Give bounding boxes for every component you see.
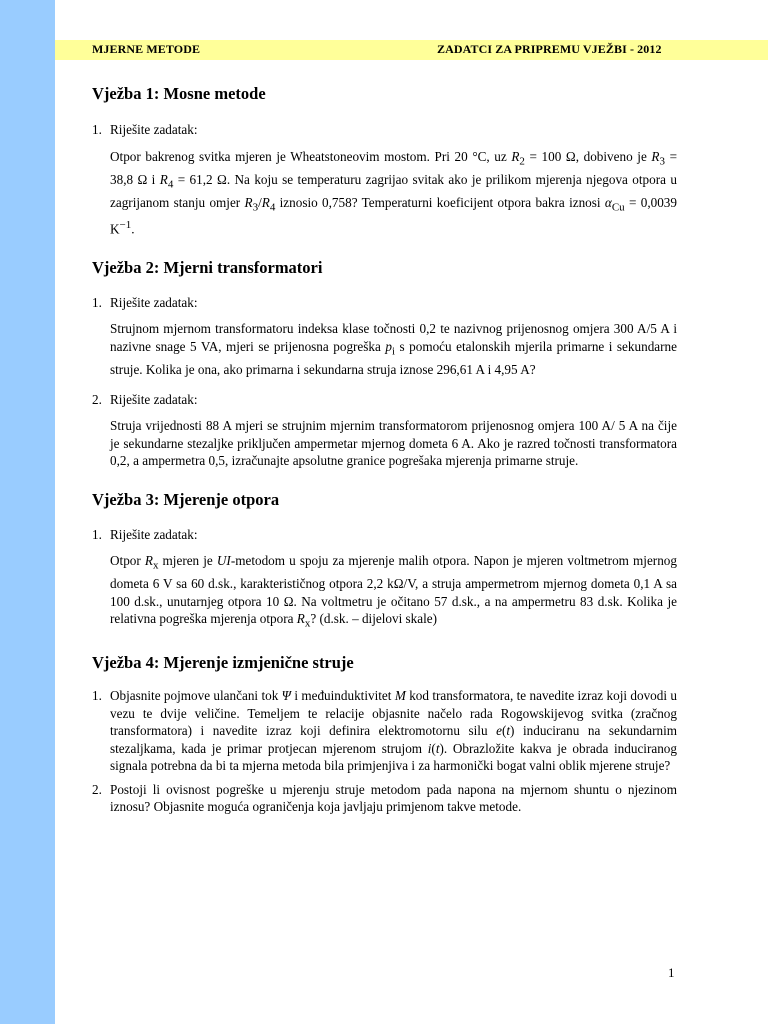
task-number: 1. [92, 295, 102, 311]
task-item [92, 391, 677, 470]
task-item [92, 294, 677, 378]
question-item [92, 687, 677, 775]
task-number: 1. [92, 122, 102, 137]
task-heading: Riješite zadatak: [110, 526, 198, 542]
page-number: 1 [668, 965, 675, 980]
question-number: 1. [92, 688, 102, 704]
task-item [92, 526, 677, 633]
header-document-title: ZADATCI ZA PRIPREMU VJEŽBI - 2012 [437, 42, 662, 56]
question-text: 1. Objasnite pojmove ulančani tok Ψ i međuinduktivitet M kod transformatora, te navedite izraz koji dovodi u vezu te dvije veličine. Temeljem te relacije objasnite načelo rada Rogowskijevog svitka (zračnog transformatora) i navedite izraz koji definira elektromotornu silu e(t) induciranu na sekundarnim stezaljkama, kada je primar protjecan mjerenom strujom i(t). Obrazložite kakva je obrada induciranog signala potrebna da bi ta mjerna metoda bila primjenjiva i za harmonički bogat valni oblik mjerene struje? [92, 688, 677, 774]
header-course-title: MJERNE METODE [92, 42, 201, 56]
question-number: 2. [92, 781, 102, 797]
task-item [92, 121, 677, 238]
document-content [92, 84, 677, 816]
task-body: Otpor $R_x$ mjeren je UI-metodom u spoju za mjerenje malih otpora. Napon je mjeren voltmetrom mjernog dometa 6 V sa 60 d.sk., karakterističnog otpora 2,2 kΩ/V, a struja ampermetrom mjernog dometa 0,1 A sa 100 d.sk., unutarnjeg otpora 10 Ω. Na voltmetru je očitano 57 d.sk., a na ampermetru 83 d.sk. Kolika je relativna pogreška mjerenja otpora $R_x$? (d.sk. – dijelovi skale) [110, 552, 677, 630]
section-title-vjezba-4: Vježba 4: Mjerenje izmjenične struje [92, 653, 354, 673]
task-body: Struja vrijednosti 88 A mjeri se strujnim mjernim transformatorom prijenosnog omjera 100 A/ 5 A na čije je sekundarne stezaljke priključen ampermetar mjernog dometa 6 A. Ako je razred točnosti transformatora 0,2, a ampermetra 0,5, izračunajte apsolutne granice pogrešaka mjerenja primarne struje. [110, 418, 677, 469]
task-number: 2. [92, 392, 102, 408]
task-body: Strujnom mjernom transformatoru indeksa klase točnosti 0,2 te nazivnog prijenosnog omjera 300 A/5 A i nazivne snage 5 VA, mjeri se prijenosna pogreška $p_i$ s pomoću etalonskih mjerila primarne i sekundarne struje. Kolika je ona, ako primarna i sekundarna struja iznose 296,61 A i 4,95 A? [110, 321, 677, 377]
task-heading: Riješite zadatak: [110, 122, 198, 137]
section-title-vjezba-2: Vježba 2: Mjerni transformatori [92, 258, 323, 278]
task-body: Otpor bakrenog svitka mjeren je Wheatstoneovim mostom. Pri 20 °C, uz $R_2 = 100$ Ω, dobiveno je $R_3 = 38,8$ Ω i $R_4 = 61,2$ Ω. Na koju se temperaturu zagrijao svitak ako je prilikom mjerenja njegova otpora u zagrijanom stanju omjer $R_3/R_4$ iznosio 0,758? Temperaturni koeficijent otpora bakra iznosi $\alpha_{Cu} = 0,0039$ $K^{-1}$. [110, 149, 678, 237]
task-number: 1. [92, 526, 102, 542]
task-heading: Riješite zadatak: [110, 392, 198, 408]
side-stripe [0, 0, 55, 1024]
section-title-vjezba-1: Vježba 1: Mosne metode [92, 84, 266, 103]
question-item [92, 781, 677, 816]
task-heading: Riješite zadatak: [110, 295, 198, 311]
section-title-vjezba-3: Vježba 3: Mjerenje otpora [92, 489, 280, 509]
question-text: 2. Postoji li ovisnost pogreške u mjerenju struje metodom pada napona na mjernom shuntu o njezinom iznosu? Objasnite moguća ograničenja koja javljaju primjenom takve metode. [92, 781, 677, 815]
